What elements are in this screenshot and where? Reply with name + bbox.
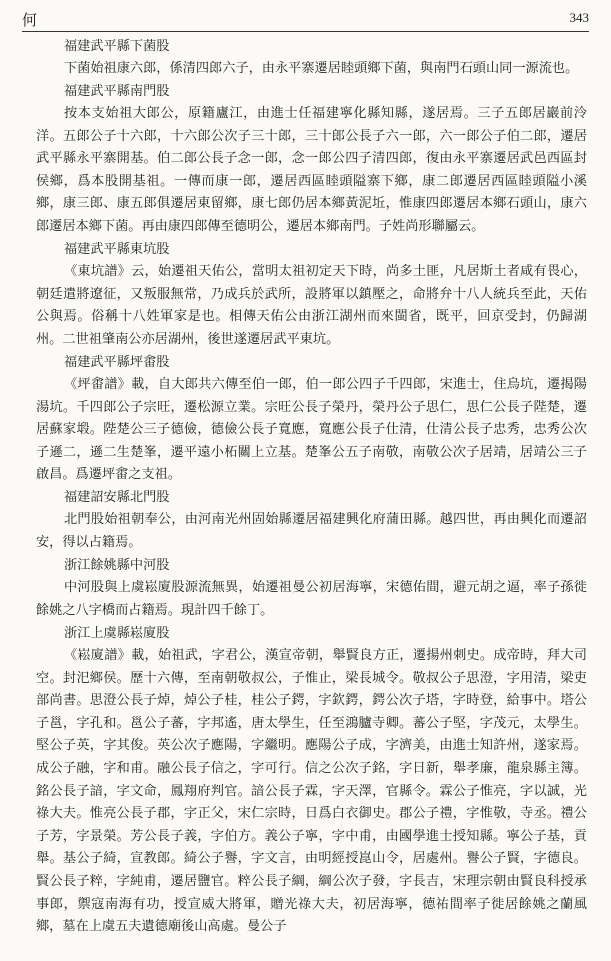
section-heading-pingshe: 福建武平縣坪畬股 [64, 355, 170, 370]
section-body-beimen: 北門股始祖朝奉公，由河南光州固始縣遷居福建興化府蒲田縣。越四世，再由興化而遷詔安，得以占籍焉。 [36, 512, 587, 550]
section-body-xiajun: 下菌始祖康六郎，係清四郎六子，由永平寨遷居睦頭鄉下菌，與南門石頭山同一源流也。 [64, 61, 579, 76]
section-heading-dongkeng: 福建武平縣東坑股 [64, 242, 170, 257]
section-heading-songxia: 浙江上虞縣崧廈股 [64, 626, 170, 641]
section-heading-beimen: 福建詔安縣北門股 [64, 490, 170, 505]
section-body-dongkeng: 《東坑譜》云，始遷祖天佑公，當明太祖初定天下時，尚多土匪，凡居斯土者咸有畏心，朝廷遣將遼征，又叛服無常，乃成兵於武所，設將軍以鎮壓之，命將弁十八人統兵至此，天佑公與焉。俗稱十八姓軍家是也。相傳天佑公由浙江湖州而來閩省，既平，回京受封，仍歸湖州。二世祖肇南公亦居湖州，後世遂遷居武平東坑。 [36, 264, 587, 347]
section-heading-nanmen: 福建武平縣南門股 [64, 84, 170, 99]
section-body-pingshe: 《坪畬譜》載，自大郎共六傳至伯一郎，伯一郎公四子千四郎，宋進士，住烏坑，遷揭陽湯坑。千四郎公子宗旺，遷松源立業。宗旺公長子榮丹，榮丹公子思仁，思仁公長子陛楚，遷居蘇家塅。陛楚公三子德儉，德儉公長子寬應，寬應公長子仕清，仕清公長子忠秀，忠秀公次子遜二，遜二生楚峯，遷平遠小柘關上立基。楚峯公五子南敬，南敬公次子居靖，居靖公三子啟昌。爲遷坪畬之支祖。 [36, 377, 587, 483]
section-heading-zhonghe: 浙江餘姚縣中河股 [64, 558, 170, 573]
section-body-nanmen: 按本支始祖大郎公，原籍廬江，由進士任福建寧化縣知縣，遂居焉。三子五郎居巖前泠洋。五郎公子十六郎，十六郎公次子三十郎，三十郎公長子六一郎，六一郎公子伯二郎，遷居武平縣永平寨開基。伯二郎公長子念一郎，念一郎公四子清四郎，復由永平寨遷居武邑西區封侯鄉，爲本股開基祖。一傳而康一郎，遷居西區睦頭隘寨下鄉，康二郎遷居西區睦頭隘小溪鄉，康三郎、康五郎俱遷居東留鄉，康七郎仍居本鄉黃泥坵，惟康四郎遷居本鄉石頭山，康六郎遷居本鄉下菌。再由康四郎傳至德明公，遷居本鄉南門。子姓尚形聯屬云。 [36, 106, 587, 234]
page-number: 343 [569, 10, 589, 25]
section-body-zhonghe: 中河股與上虞崧廈股源流無異，始遷祖曼公初居海寧，宋德佑間，避元胡之逼，率子孫徙餘姚之八字橋而占籍焉。現計四千餘丁。 [36, 580, 587, 618]
section-heading-xiajun: 福建武平縣下菌股 [64, 39, 170, 54]
running-head-surname: 何 [22, 11, 38, 29]
text-body [36, 36, 587, 961]
section-body-songxia: 《崧廈譜》載，始祖武，字君公，漢宣帝朝，舉賢良方正，遷揚州刺史。成帝時，拜大司空。封汜鄉侯。歷十六傳，至南朝敬叔公，子惟止，梁長城令。敬叔公子思澄，字用清，梁吏部尚書。思澄公長子焯，焯公子桂，桂公子鍔，字欽鍔，鍔公次子塔，字時登，給事中。塔公子邕，字孔和。邕公子蕃，字邦遙，唐太學生，任至鴻臚寺卿。蕃公子堅，字茂元，太學生。堅公子英，字其俊。英公次子應陽，字繼明。應陽公子成，字濟美，由進士知許州，遂家焉。成公子融，字和甫。融公長子信之，字可行。信之公次子銘，字日新，舉孝廉，龍泉縣主簿。銘公長子諳，字文命，鳳翔府判官。諳公長子霖，字天澤，官縣令。霖公子惟亮，字以誠，光祿大夫。惟亮公長子郡，字正父，宋仁宗時，日爲白衣御史。郡公子禮，字惟敬，寺丞。禮公子芳，字景榮。芳公長子義，字伯方。義公子寧，字中甫，由國學進士授知縣。寧公子基，貢舉。基公子綺，宣教郎。綺公子譽，字文言，由明經授崑山令，居處州。譽公子賢，字德良。賢公長子粹，字純甫，遷居鹽官。粹公長子綱，綱公次子發，字長吉，宋理宗朝由賢良科授承事郎，禦寇南海有功，授宣威大將軍，贈光祿大夫，初居海寧，德祐間率子徙居餘姚之蘭風鄉，墓在上虞五夫遺德廟後山高處。曼公子 [36, 648, 587, 935]
running-header [22, 9, 589, 32]
